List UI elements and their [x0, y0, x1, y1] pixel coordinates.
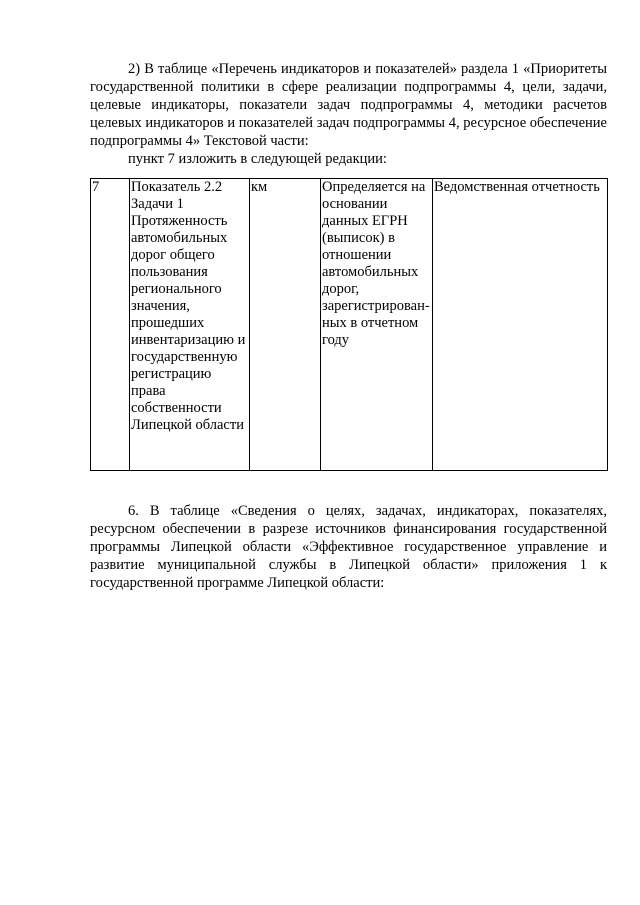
calculation-method-cell: Определяется на основании данных ЕГРН (выписок) в отношении автомобильных дорог, зарегистрирован-ных в отчетном году	[321, 179, 433, 471]
point-7-instruction-text: пункт 7 изложить в следующей редакции:	[128, 151, 387, 167]
row-number-cell: 7	[91, 179, 130, 471]
unit-cell: км	[250, 179, 321, 471]
indicator-table	[90, 178, 608, 471]
data-source-cell: Ведомственная отчетность	[433, 179, 608, 471]
table-row	[91, 179, 608, 471]
point-7-instruction	[90, 150, 607, 168]
amendment-paragraph-6-text: 6. В таблице «Сведения о целях, задачах, индикаторах, показателях, ресурсном обеспечении в разрезе источников финансирования государственной программы Липецкой области «Эффективное государственное управление и развитие муниципальной службы в Липецкой области» приложения 1 к государственной программе Липецкой области:	[90, 503, 607, 591]
amendment-paragraph-2-text: 2) В таблице «Перечень индикаторов и показателей» раздела 1 «Приоритеты государственной политики в сфере реализации подпрограммы 4, цели, задачи, целевые индикаторы, показатели задач подпрограммы 4, методики расчетов целевых индикаторов и показателей задач подпрограммы 4, ресурсное обеспечение подпрограммы 4» Текстовой части:	[90, 61, 607, 149]
amendment-paragraph-2	[90, 60, 607, 150]
indicator-name-cell: Показатель 2.2 Задачи 1 Протяженность автомобильных дорог общего пользования регионального значения, прошедших инвентаризацию и государственную регистрацию права собственности Липецкой области	[130, 179, 250, 471]
amendment-paragraph-6	[90, 502, 607, 592]
